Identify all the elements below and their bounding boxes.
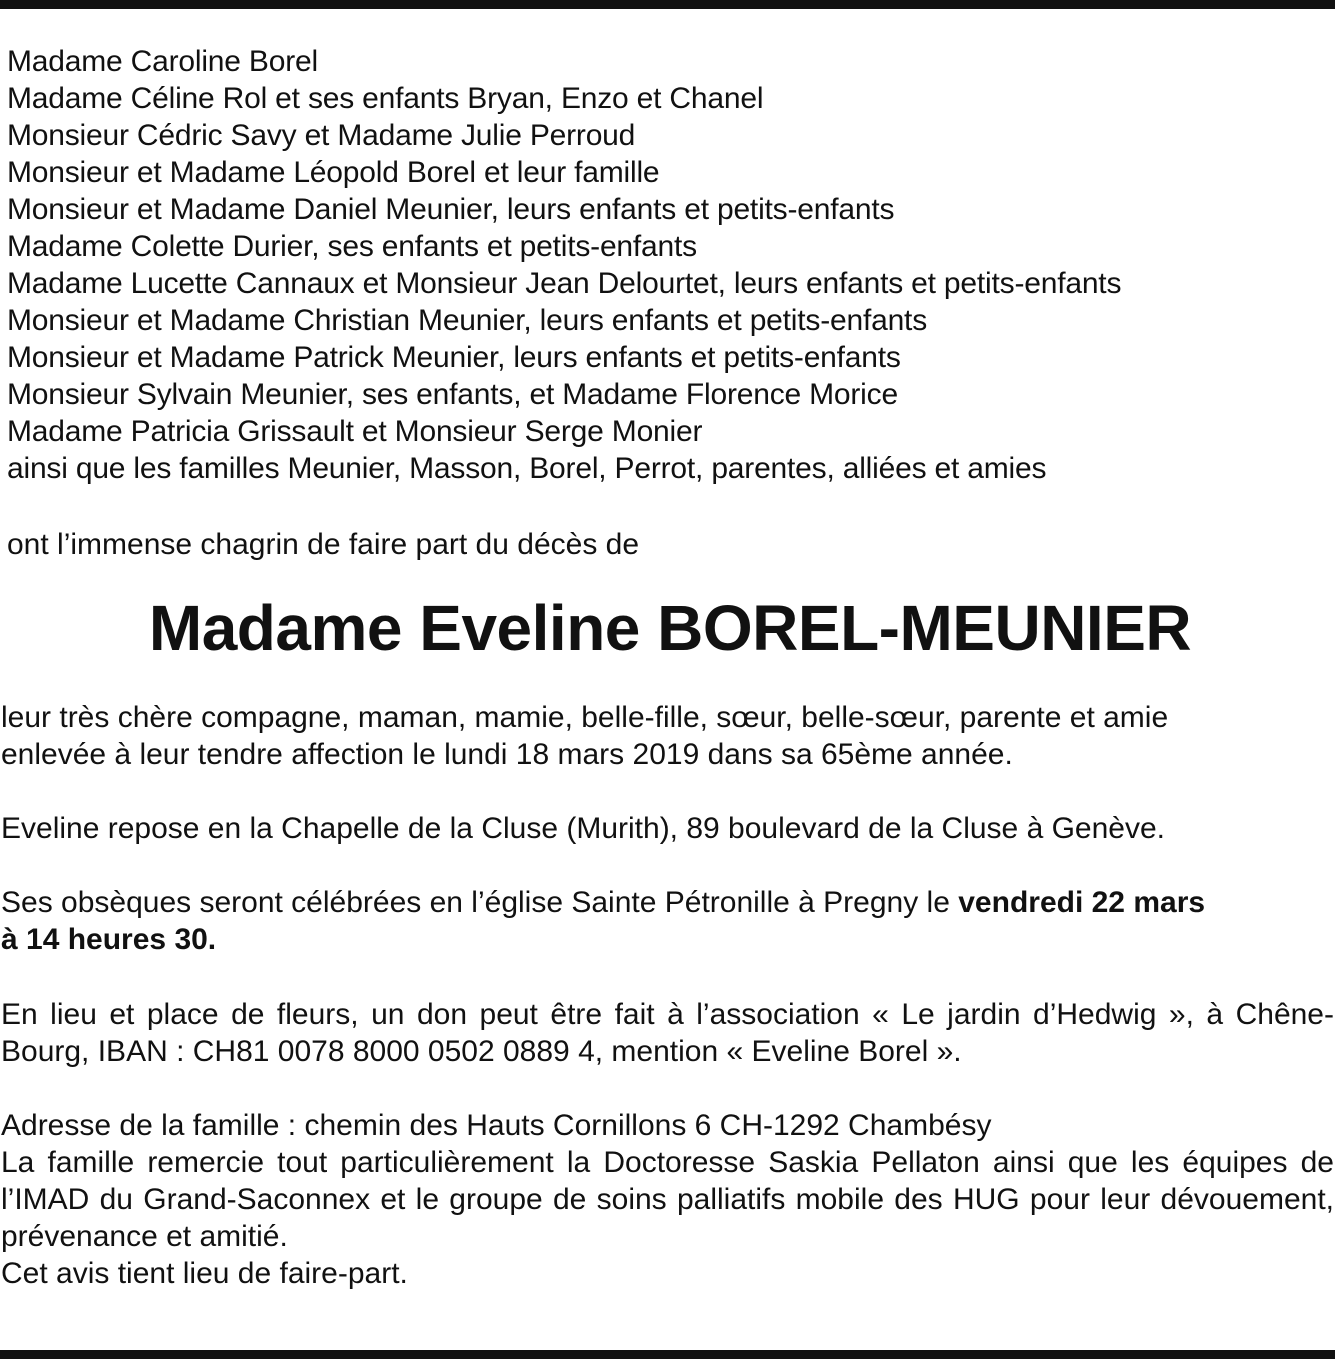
mourner-line: Madame Caroline Borel <box>7 45 318 78</box>
mourner-line: Monsieur et Madame Léopold Borel et leur famille <box>7 156 660 189</box>
bottom-border-rule <box>0 1350 1335 1359</box>
mourner-line: Monsieur et Madame Patrick Meunier, leurs enfants et petits-enfants <box>7 341 901 374</box>
relation-paragraph <box>1 699 1334 773</box>
notice-text: Cet avis tient lieu de faire-part. <box>1 1257 408 1290</box>
mourner-line: Madame Patricia Grissault et Monsieur Serge Monier <box>7 415 703 448</box>
mourner-line: Madame Colette Durier, ses enfants et petits-enfants <box>7 230 697 263</box>
mourner-line: Monsieur et Madame Daniel Meunier, leurs enfants et petits-enfants <box>7 193 895 226</box>
funeral-paragraph <box>1 884 1334 958</box>
funeral-date: vendredi 22 mars <box>958 886 1206 919</box>
donation-paragraph: En lieu et place de fleurs, un don peut être fait à l’association « Le jardin d’Hedwig », à Chêne-Bourg, IBAN : CH81 0078 8000 0502 0889 4, mention « Eveline Borel ». <box>1 998 1334 1068</box>
funeral-text: Ses obsèques seront célébrées en l’église Sainte Pétronille à Pregny le <box>1 886 959 919</box>
thanks-paragraph: La famille remercie tout particulièrement la Doctoresse Saskia Pellaton ainsi que les équipes de l’IMAD du Grand-Saconnex et le groupe de soins palliatifs mobile des HUG pour leur dévouement, prévenance et amitié. <box>1 1146 1334 1253</box>
deceased-name-heading: Madame Eveline BOREL-MEUNIER <box>148 592 1192 664</box>
mourners-list <box>7 43 1121 487</box>
mourner-line: Monsieur Sylvain Meunier, ses enfants, et Madame Florence Morice <box>7 378 898 411</box>
mourner-line: ainsi que les familles Meunier, Masson, Borel, Perrot, parentes, alliées et amies <box>7 452 1047 485</box>
mourner-line: Madame Lucette Cannaux et Monsieur Jean Delourtet, leurs enfants et petits-enfants <box>7 267 1122 300</box>
mourner-line: Monsieur et Madame Christian Meunier, leurs enfants et petits-enfants <box>7 304 927 337</box>
mourner-line: Monsieur Cédric Savy et Madame Julie Perroud <box>7 119 636 152</box>
family-address: Adresse de la famille : chemin des Hauts Cornillons 6 CH-1292 Chambésy <box>1 1109 992 1142</box>
announcement-intro: ont l’immense chagrin de faire part du décès de <box>7 528 640 561</box>
repose-paragraph: Eveline repose en la Chapelle de la Cluse (Murith), 89 boulevard de la Cluse à Genève. <box>1 812 1166 845</box>
death-date-line: enlevée à leur tendre affection le lundi 18 mars 2019 dans sa 65ème année. <box>1 738 1013 771</box>
mourner-line: Madame Céline Rol et ses enfants Bryan, Enzo et Chanel <box>7 82 764 115</box>
relation-line: leur très chère compagne, maman, mamie, belle-fille, sœur, belle-sœur, parente et amie <box>1 701 1169 734</box>
top-border-rule <box>0 0 1335 9</box>
funeral-time: à 14 heures 30. <box>1 923 217 956</box>
